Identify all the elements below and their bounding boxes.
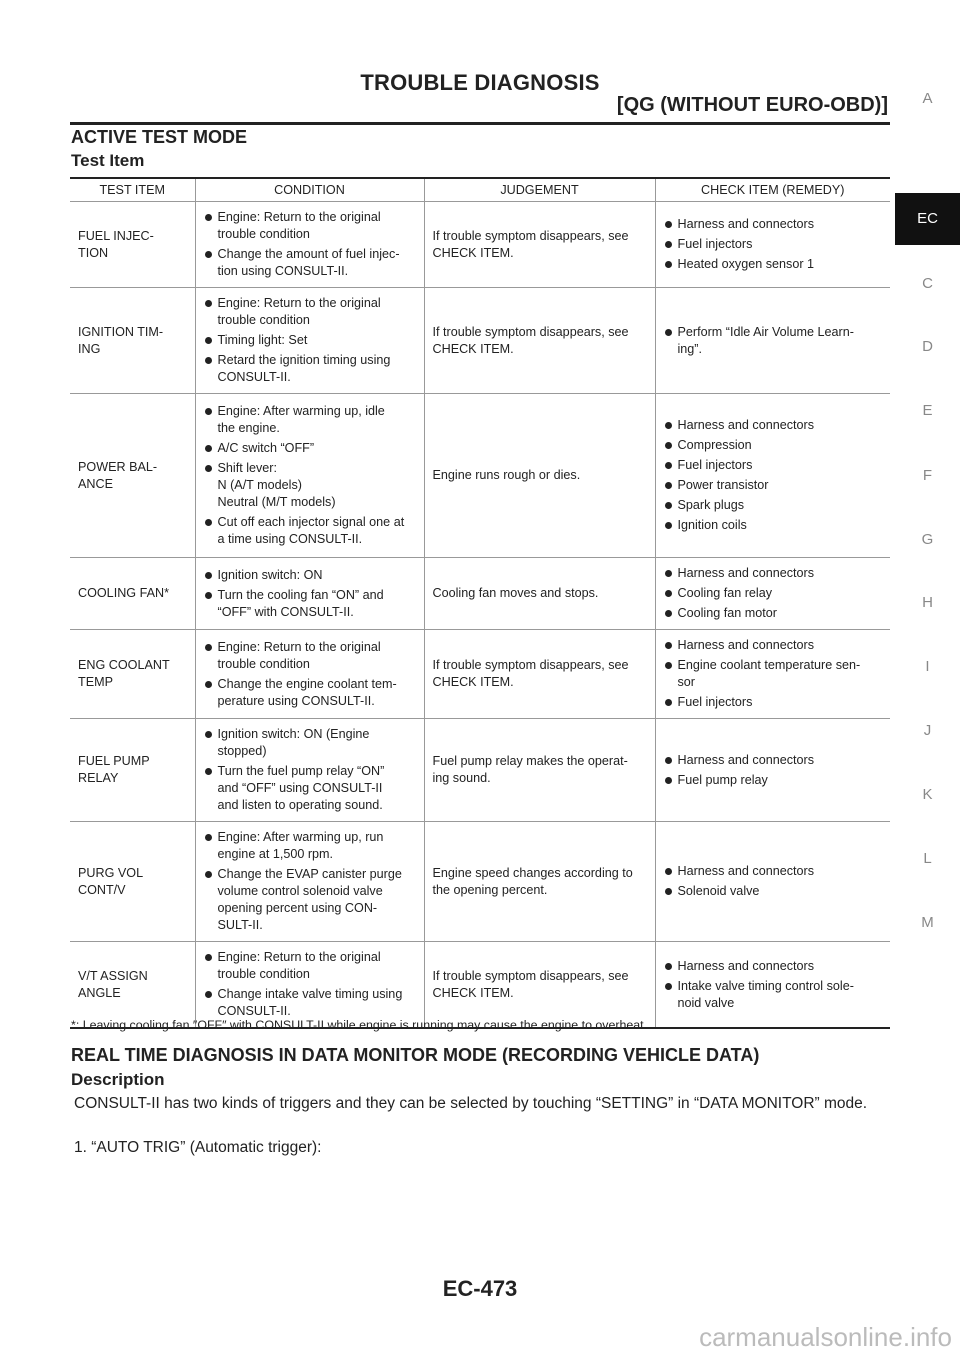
condition-bullet: Turn the fuel pump relay “ON” and “OFF” using CONSULT-II and listen to operating sound. [204, 763, 416, 814]
bullet-icon [665, 241, 672, 248]
check-item-cell [655, 719, 890, 822]
check-item-bullet: Ignition coils [664, 517, 883, 534]
bullet-icon [665, 983, 672, 990]
table-row [70, 630, 890, 719]
bullet-icon [665, 221, 672, 228]
check-item-cell [655, 630, 890, 719]
check-item-cell [655, 822, 890, 942]
table-footnote: *: Leaving cooling fan ″OFF″ with CONSULT-II while engine is running may cause the engine to overheat. [71, 1018, 648, 1032]
header-rule [70, 122, 890, 125]
condition-list [204, 829, 416, 934]
condition-bullet: Change intake valve timing using CONSULT-II. [204, 986, 416, 1020]
condition-cell [195, 942, 424, 1029]
bullet-icon [665, 590, 672, 597]
condition-list [204, 567, 416, 621]
bullet-icon [665, 888, 672, 895]
check-item-bullet: Fuel injectors [664, 694, 883, 711]
bullet-icon [205, 768, 212, 775]
bullet-icon [205, 644, 212, 651]
condition-list [204, 639, 416, 710]
condition-bullet: Change the engine coolant tem- perature using CONSULT-II. [204, 676, 416, 710]
check-item-list [664, 637, 883, 711]
bullet-icon [665, 462, 672, 469]
side-index-tab-j[interactable]: J [923, 722, 932, 739]
check-item-bullet: Harness and connectors [664, 637, 883, 654]
watermark: carmanualsonline.info [699, 1322, 952, 1352]
test-item-cell: ENG COOLANT TEMP [70, 630, 195, 719]
check-item-bullet: Harness and connectors [664, 216, 883, 233]
bullet-icon [205, 954, 212, 961]
condition-bullet: Change the EVAP canister purge volume control solenoid valve opening percent using CON- SULT-II. [204, 866, 416, 934]
check-item-cell [655, 202, 890, 288]
bullet-icon [665, 422, 672, 429]
condition-bullet: Engine: Return to the original trouble condition [204, 209, 416, 243]
check-item-bullet: Fuel injectors [664, 457, 883, 474]
check-item-cell [655, 942, 890, 1029]
table-row [70, 394, 890, 558]
check-item-cell [655, 394, 890, 558]
table-row [70, 288, 890, 394]
bullet-icon [665, 868, 672, 875]
check-item-bullet: Fuel injectors [664, 236, 883, 253]
bullet-icon [205, 445, 212, 452]
check-item-bullet: Harness and connectors [664, 863, 883, 880]
table-row [70, 202, 890, 288]
check-item-bullet: Harness and connectors [664, 752, 883, 769]
check-item-cell [655, 558, 890, 630]
section-title-active-test: ACTIVE TEST MODE [71, 127, 248, 147]
side-index-tab-a[interactable]: A [922, 90, 933, 107]
check-item-list [664, 565, 883, 622]
bullet-icon [665, 610, 672, 617]
bullet-icon [665, 502, 672, 509]
table-row [70, 822, 890, 942]
column-header: JUDGEMENT [424, 178, 655, 202]
test-item-cell: V/T ASSIGN ANGLE [70, 942, 195, 1029]
judgement-cell: If trouble symptom disappears, see CHECK ITEM. [424, 288, 655, 394]
side-index-tab-g[interactable]: G [921, 531, 934, 548]
bullet-icon [665, 757, 672, 764]
bullet-icon [665, 442, 672, 449]
section-subtitle-test-item: Test Item [71, 151, 145, 170]
check-item-bullet: Intake valve timing control sole- noid valve [664, 978, 883, 1012]
condition-bullet: Engine: Return to the original trouble condition [204, 639, 416, 673]
condition-bullet: Turn the cooling fan “ON” and “OFF” with CONSULT-II. [204, 587, 416, 621]
bullet-icon [665, 482, 672, 489]
list-item: 1. “AUTO TRIG” (Automatic trigger): [74, 1139, 322, 1156]
judgement-cell: If trouble symptom disappears, see CHECK ITEM. [424, 942, 655, 1029]
description-paragraph: CONSULT-II has two kinds of triggers and they can be selected by touching “SETTING” in “DATA MONITOR” mode. [74, 1095, 868, 1112]
test-item-cell: FUEL PUMP RELAY [70, 719, 195, 822]
condition-list [204, 295, 416, 386]
side-index-tab-i[interactable]: I [925, 658, 930, 675]
judgement-cell: Cooling fan moves and stops. [424, 558, 655, 630]
bullet-icon [665, 329, 672, 336]
condition-bullet: Engine: After warming up, idle the engine. [204, 403, 416, 437]
test-item-cell: IGNITION TIM- ING [70, 288, 195, 394]
header-subtitle: [QG (WITHOUT EURO-OBD)] [616, 94, 888, 116]
bullet-icon [665, 261, 672, 268]
test-item-cell: FUEL INJEC- TION [70, 202, 195, 288]
condition-bullet: Engine: After warming up, run engine at 1,500 rpm. [204, 829, 416, 863]
side-index-tab-h[interactable]: H [922, 594, 933, 611]
condition-bullet: A/C switch “OFF” [204, 440, 416, 457]
condition-list [204, 403, 416, 548]
check-item-list [664, 958, 883, 1012]
bullet-icon [205, 465, 212, 472]
condition-bullet: Ignition switch: ON (Engine stopped) [204, 726, 416, 760]
check-item-cell [655, 288, 890, 394]
condition-list [204, 949, 416, 1020]
condition-bullet: Timing light: Set [204, 332, 416, 349]
judgement-cell: If trouble symptom disappears, see CHECK ITEM. [424, 202, 655, 288]
bullet-icon [665, 522, 672, 529]
table-row [70, 558, 890, 630]
condition-cell [195, 630, 424, 719]
condition-cell [195, 394, 424, 558]
page-number: EC-473 [442, 1276, 518, 1301]
check-item-bullet: Spark plugs [664, 497, 883, 514]
test-item-cell: POWER BAL- ANCE [70, 394, 195, 558]
table-header-row [70, 178, 890, 202]
condition-bullet: Cut off each injector signal one at a time using CONSULT-II. [204, 514, 416, 548]
check-item-bullet: Cooling fan motor [664, 605, 883, 622]
check-item-list [664, 752, 883, 789]
bullet-icon [205, 519, 212, 526]
condition-cell [195, 202, 424, 288]
check-item-bullet: Solenoid valve [664, 883, 883, 900]
side-index-tab-f[interactable]: F [922, 467, 933, 484]
bullet-icon [205, 337, 212, 344]
check-item-bullet: Harness and connectors [664, 958, 883, 975]
bullet-icon [205, 681, 212, 688]
side-index-tab-e[interactable]: E [922, 402, 933, 419]
table-row [70, 719, 890, 822]
bullet-icon [205, 214, 212, 221]
bullet-icon [205, 300, 212, 307]
condition-cell [195, 822, 424, 942]
check-item-bullet: Cooling fan relay [664, 585, 883, 602]
side-index-tab-ec[interactable]: EC [895, 193, 960, 245]
check-item-bullet: Perform “Idle Air Volume Learn- ing”. [664, 324, 883, 358]
condition-cell [195, 288, 424, 394]
bullet-icon [665, 570, 672, 577]
side-index-tab-m[interactable]: M [921, 914, 934, 931]
judgement-cell: If trouble symptom disappears, see CHECK ITEM. [424, 630, 655, 719]
header-title: TROUBLE DIAGNOSIS [360, 70, 600, 95]
bullet-icon [665, 777, 672, 784]
condition-bullet: Engine: Return to the original trouble condition [204, 949, 416, 983]
check-item-bullet: Power transistor [664, 477, 883, 494]
section-subtitle-description: Description [71, 1070, 165, 1089]
bullet-icon [205, 991, 212, 998]
check-item-bullet: Fuel pump relay [664, 772, 883, 789]
test-item-cell: PURG VOL CONT/V [70, 822, 195, 942]
side-index-tab-k[interactable]: K [922, 786, 933, 803]
section-title-real-time: REAL TIME DIAGNOSIS IN DATA MONITOR MODE (RECORDING VEHICLE DATA) [71, 1045, 760, 1065]
bullet-icon [205, 251, 212, 258]
condition-bullet: Shift lever: N (A/T models) Neutral (M/T models) [204, 460, 416, 511]
table-row [70, 942, 890, 1029]
column-header: CHECK ITEM (REMEDY) [655, 178, 890, 202]
check-item-list [664, 863, 883, 900]
test-item-table [70, 177, 890, 1029]
condition-bullet: Retard the ignition timing using CONSULT-II. [204, 352, 416, 386]
bullet-icon [205, 408, 212, 415]
bullet-icon [665, 699, 672, 706]
side-index-tab-c[interactable]: C [922, 275, 933, 292]
check-item-list [664, 216, 883, 273]
bullet-icon [665, 963, 672, 970]
condition-bullet: Change the amount of fuel injec- tion using CONSULT-II. [204, 246, 416, 280]
bullet-icon [205, 834, 212, 841]
check-item-bullet: Engine coolant temperature sen- sor [664, 657, 883, 691]
condition-bullet: Ignition switch: ON [204, 567, 416, 584]
bullet-icon [205, 871, 212, 878]
judgement-cell: Engine runs rough or dies. [424, 394, 655, 558]
bullet-icon [205, 357, 212, 364]
column-header: TEST ITEM [70, 178, 195, 202]
judgement-cell: Fuel pump relay makes the operat- ing sound. [424, 719, 655, 822]
condition-cell [195, 719, 424, 822]
bullet-icon [665, 662, 672, 669]
check-item-bullet: Compression [664, 437, 883, 454]
bullet-icon [205, 592, 212, 599]
column-header: CONDITION [195, 178, 424, 202]
bullet-icon [665, 642, 672, 649]
test-item-cell: COOLING FAN* [70, 558, 195, 630]
condition-list [204, 726, 416, 814]
side-index-tab-l[interactable]: L [923, 850, 932, 867]
check-item-list [664, 324, 883, 358]
side-index-tab-d[interactable]: D [922, 338, 933, 355]
judgement-cell: Engine speed changes according to the opening percent. [424, 822, 655, 942]
condition-list [204, 209, 416, 280]
check-item-bullet: Harness and connectors [664, 565, 883, 582]
condition-cell [195, 558, 424, 630]
bullet-icon [205, 572, 212, 579]
check-item-list [664, 417, 883, 534]
check-item-bullet: Heated oxygen sensor 1 [664, 256, 883, 273]
condition-bullet: Engine: Return to the original trouble condition [204, 295, 416, 329]
check-item-bullet: Harness and connectors [664, 417, 883, 434]
bullet-icon [205, 731, 212, 738]
